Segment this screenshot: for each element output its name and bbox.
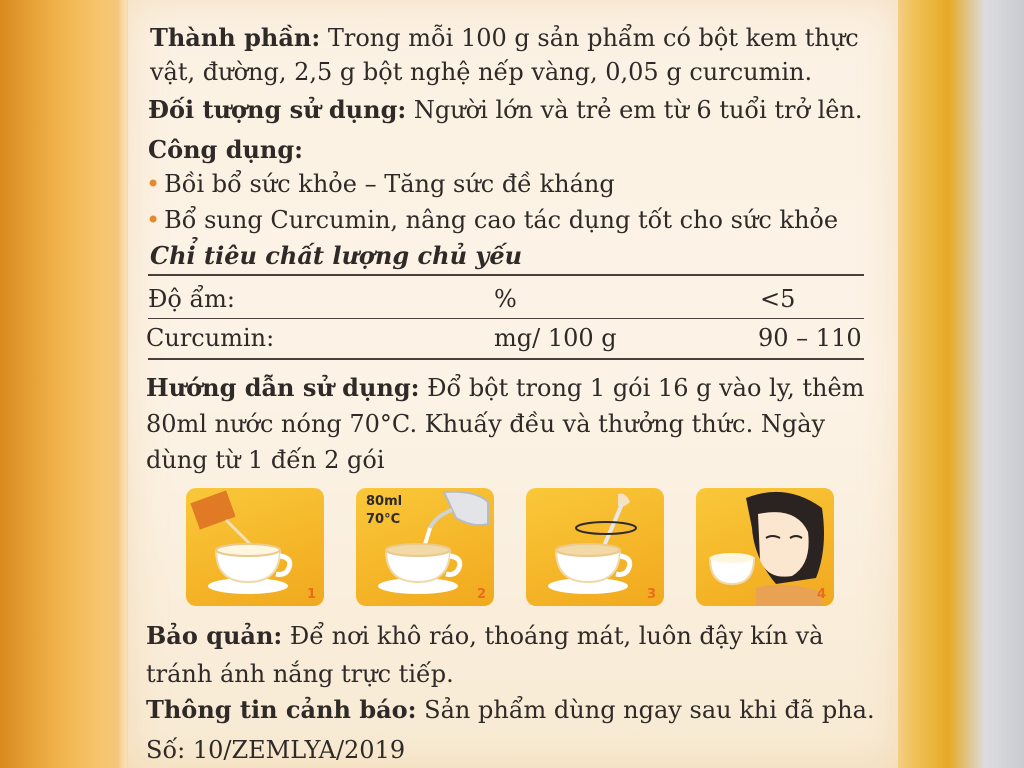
bullet-icon: • <box>146 170 161 198</box>
package-left-edge <box>0 0 140 768</box>
quality-row-1-unit: % <box>494 285 517 313</box>
package-right-edge <box>886 0 1024 768</box>
quality-row-2-value: 90 – 110 <box>758 324 862 352</box>
table-rule-mid <box>148 318 864 319</box>
ingredients-text-1: Trong mỗi 100 g sản phẩm có bột kem thực <box>320 24 859 52</box>
use-item-2 <box>146 208 838 232</box>
directions-heading: Hướng dẫn sử dụng: <box>146 373 420 402</box>
drinking-woman-icon <box>696 488 834 606</box>
uses-heading: Công dụng: <box>148 135 304 164</box>
storage-line-2: tránh ánh nắng trực tiếp. <box>146 660 454 688</box>
warning-line <box>146 695 875 724</box>
use-item-1 <box>146 172 615 196</box>
ingredients-line-2: vật, đường, 2,5 g bột nghệ nếp vàng, 0,05 g curcumin. <box>150 58 813 86</box>
storage-heading: Bảo quản: <box>146 621 283 650</box>
cup-icon <box>186 488 324 606</box>
quality-row-1-name: Độ ẩm: <box>148 285 235 313</box>
step-number: 3 <box>646 587 656 602</box>
table-rule-top <box>148 274 864 276</box>
ingredients-heading: Thành phần: <box>150 23 321 52</box>
target-text: Người lớn và trẻ em từ 6 tuổi trở lên. <box>406 96 863 124</box>
step-volume: 80ml <box>366 494 403 509</box>
step-number: 4 <box>816 587 826 602</box>
target-heading: Đối tượng sử dụng: <box>148 95 407 124</box>
directions-line-2: 80ml nước nóng 70°C. Khuấy đều và thưởng thức. Ngày <box>146 410 826 438</box>
directions-text-1: Đổ bột trong 1 gói 16 g vào ly, thêm <box>419 374 865 402</box>
target-line <box>148 95 863 124</box>
warning-text: Sản phẩm dùng ngay sau khi đã pha. <box>416 696 875 724</box>
step-number: 1 <box>306 587 316 602</box>
step-4-enjoy <box>696 488 834 606</box>
use-item-text: Bổ sung Curcumin, nâng cao tác dụng tốt cho sức khỏe <box>164 206 839 234</box>
directions-line-3: dùng từ 1 đến 2 gói <box>146 446 385 474</box>
stir-cup-icon <box>526 488 664 606</box>
directions-line-1 <box>146 373 865 402</box>
quality-row-2-unit: mg/ 100 g <box>494 324 617 352</box>
step-number: 2 <box>476 587 486 602</box>
storage-line-1 <box>146 621 824 650</box>
ingredients-line-1 <box>150 23 859 52</box>
warning-heading: Thông tin cảnh báo: <box>146 695 417 724</box>
step-temperature: 70°C <box>366 512 401 527</box>
quality-heading: Chỉ tiêu chất lượng chủ yếu <box>150 241 523 270</box>
use-item-text: Bồi bổ sức khỏe – Tăng sức đề kháng <box>164 170 615 198</box>
registration-number: Số: 10/ZEMLYA/2019 <box>146 736 406 764</box>
table-rule-bottom <box>148 358 864 360</box>
step-2-add-water <box>356 488 494 606</box>
quality-row-2-name: Curcumin: <box>146 324 275 352</box>
storage-text-1: Để nơi khô ráo, thoáng mát, luôn đậy kín và <box>282 622 824 650</box>
quality-row-1-value: <5 <box>760 285 796 313</box>
bullet-icon: • <box>146 206 161 234</box>
step-3-stir <box>526 488 664 606</box>
step-1-pour-powder <box>186 488 324 606</box>
